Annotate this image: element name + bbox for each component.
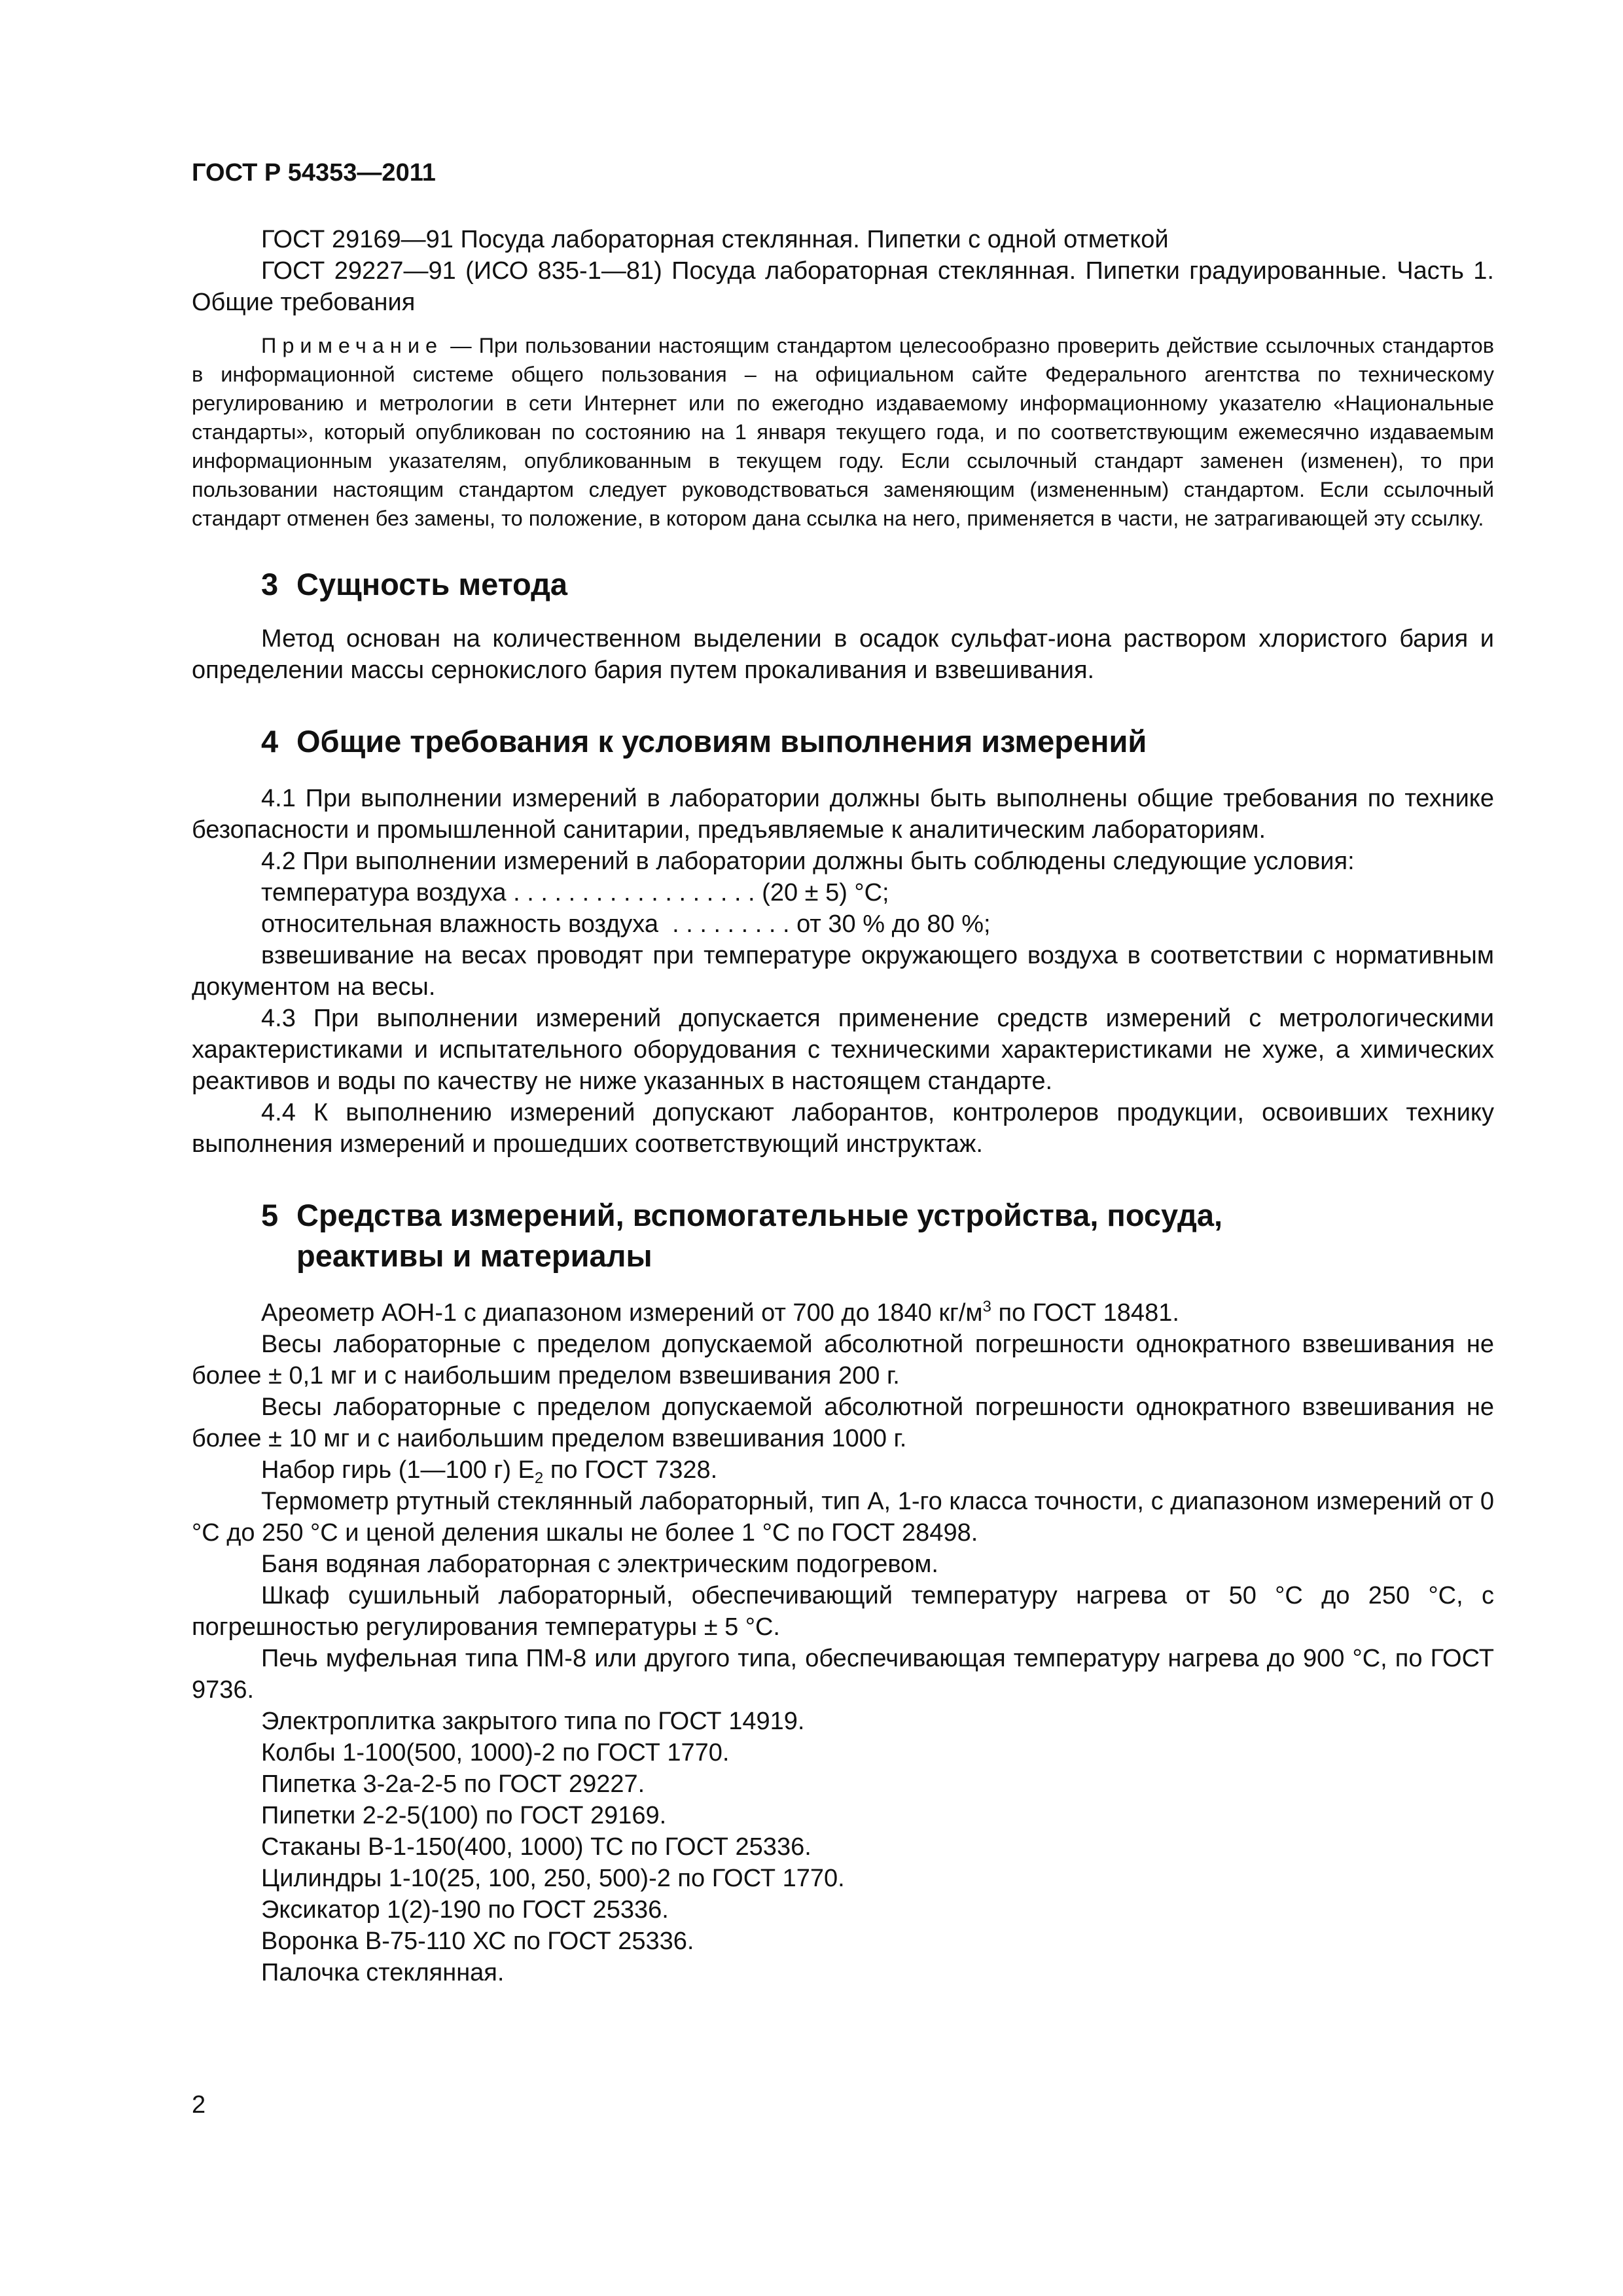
note-paragraph <box>192 331 1494 533</box>
reference-item: ГОСТ 29227—91 (ИСО 835-1—81) Посуда лабораторная стеклянная. Пипетки градуированные. Часть 1. Общие требования <box>192 257 1494 316</box>
equipment-item: Термометр ртутный стеклянный лабораторный, тип А, 1-го класса точности, с диапазоном измерений от 0 °С до 250 °С и ценой деления шкалы не более 1 °С по ГОСТ 28498. <box>192 1488 1494 1547</box>
equipment-item: Электроплитка закрытого типа по ГОСТ 14919. <box>261 1708 805 1735</box>
equipment-item: Цилиндры 1-10(25, 100, 250, 500)-2 по ГОСТ 1770. <box>261 1865 845 1892</box>
equipment-item: Колбы 1-100(500, 1000)-2 по ГОСТ 1770. <box>261 1739 730 1767</box>
condition-temperature: температура воздуха . . . . . . . . . . . . . . . . . . (20 ± 5) °С; <box>261 879 889 906</box>
equipment-item: Печь муфельная типа ПМ-8 или другого типа, обеспечивающая температуру нагрева до 900 °С, по ГОСТ 9736. <box>192 1645 1494 1704</box>
equipment-item: Стаканы В-1-150(400, 1000) ТС по ГОСТ 25336. <box>261 1833 812 1861</box>
clause-4-4: 4.4 К выполнению измерений допускают лаборантов, контролеров продукции, освоивших технику выполнения измерений и прошедших соответствующий инструктаж. <box>192 1099 1494 1158</box>
section-heading: 5 Средства измерений, вспомогательные устройства, посуда, реактивы и материалы <box>261 1198 1223 1273</box>
document-page <box>192 157 1494 1988</box>
condition-humidity: относительная влажность воздуха . . . . . . . . . от 30 % до 80 %; <box>261 910 991 938</box>
equipment-item: Палочка стеклянная. <box>261 1959 505 1986</box>
section-heading: 4 Общие требования к условиям выполнения измерений <box>261 724 1147 759</box>
section-heading: 3 Сущность метода <box>261 567 568 601</box>
weighing-note: взвешивание на весах проводят при температуре окружающего воздуха в соответствии с нормативным документом на весы. <box>192 942 1494 1001</box>
equipment-item: Воронка В-75-110 ХС по ГОСТ 25336. <box>261 1928 694 1955</box>
clause-4-2: 4.2 При выполнении измерений в лаборатории должны быть соблюдены следующие условия: <box>261 848 1355 875</box>
equipment-item: Пипетки 2-2-5(100) по ГОСТ 29169. <box>261 1802 667 1829</box>
equipment-item: Весы лабораторные с пределом допускаемой абсолютной погрешности однократного взвешивания не более ± 0,1 мг и с наибольшим пределом взвешивания 200 г. <box>192 1331 1494 1390</box>
equipment-item: Эксикатор 1(2)-190 по ГОСТ 25336. <box>261 1896 669 1924</box>
note-label: Примечание <box>261 334 444 357</box>
clause-4-1: 4.1 При выполнении измерений в лаборатории должны быть выполнены общие требования по технике безопасности и промышленной санитарии, предъявляемые к аналитическим лабораториям. <box>192 785 1494 844</box>
page-number: 2 <box>192 2091 206 2119</box>
equipment-item: Баня водяная лабораторная с электрическим подогревом. <box>261 1551 938 1578</box>
clause-4-3: 4.3 При выполнении измерений допускается применение средств измерений с метрологическими характеристиками и испытательного оборудования с техническими характеристиками не хуже, а химических реактивов и воды по качеству не ниже указанных в настоящем стандарте. <box>192 1005 1494 1095</box>
section-paragraph: Метод основан на количественном выделении в осадок сульфат-иона раствором хлористого бария и определении массы сернокислого бария путем прокаливания и взвешивания. <box>192 625 1494 684</box>
equipment-item: Весы лабораторные с пределом допускаемой абсолютной погрешности однократного взвешивания не более ± 10 мг и с наибольшим пределом взвешивания 1000 г. <box>192 1393 1494 1452</box>
reference-item: ГОСТ 29169—91 Посуда лабораторная стеклянная. Пипетки с одной отметкой <box>261 226 1169 253</box>
equipment-item: Набор гирь (1—100 г) $Е_2$ по ГОСТ 7328. <box>261 1456 718 1487</box>
document-header: ГОСТ Р 54353—2011 <box>192 159 436 187</box>
note-text: — При пользовании настоящим стандартом целесообразно проверить действие ссылочных стандартов в информационной системе общего пользования – на официальном сайте Федерального агентства по техническому регулированию и метрологии в сети Интернет или по ежегодно издаваемому информационному указателю «Национальные стандарты», который опубликован по состоянию на 1 января текущего года, и по соответствующим ежемесячно издаваемым информационным указателям, опубликованным в текущем году. Если ссылочный стандарт заменен (изменен), то при пользовании настоящим стандартом следует руководствоваться заменяющим (измененным) стандартом. Если ссылочный стандарт отменен без замены, то положение, в котором дана ссылка на него, применяется в части, не затрагивающей эту ссылку. <box>192 334 1495 530</box>
equipment-item: Ареометр АОН-1 с диапазоном измерений от 700 до 1840 $кг/м^3$ по ГОСТ 18481. <box>261 1298 1179 1327</box>
equipment-item: Шкаф сушильный лабораторный, обеспечивающий температуру нагрева от 50 °С до 250 °С, с погрешностью регулирования температуры ± 5 °С. <box>192 1582 1494 1641</box>
equipment-item: Пипетка 3-2а-2-5 по ГОСТ 29227. <box>261 1770 645 1798</box>
